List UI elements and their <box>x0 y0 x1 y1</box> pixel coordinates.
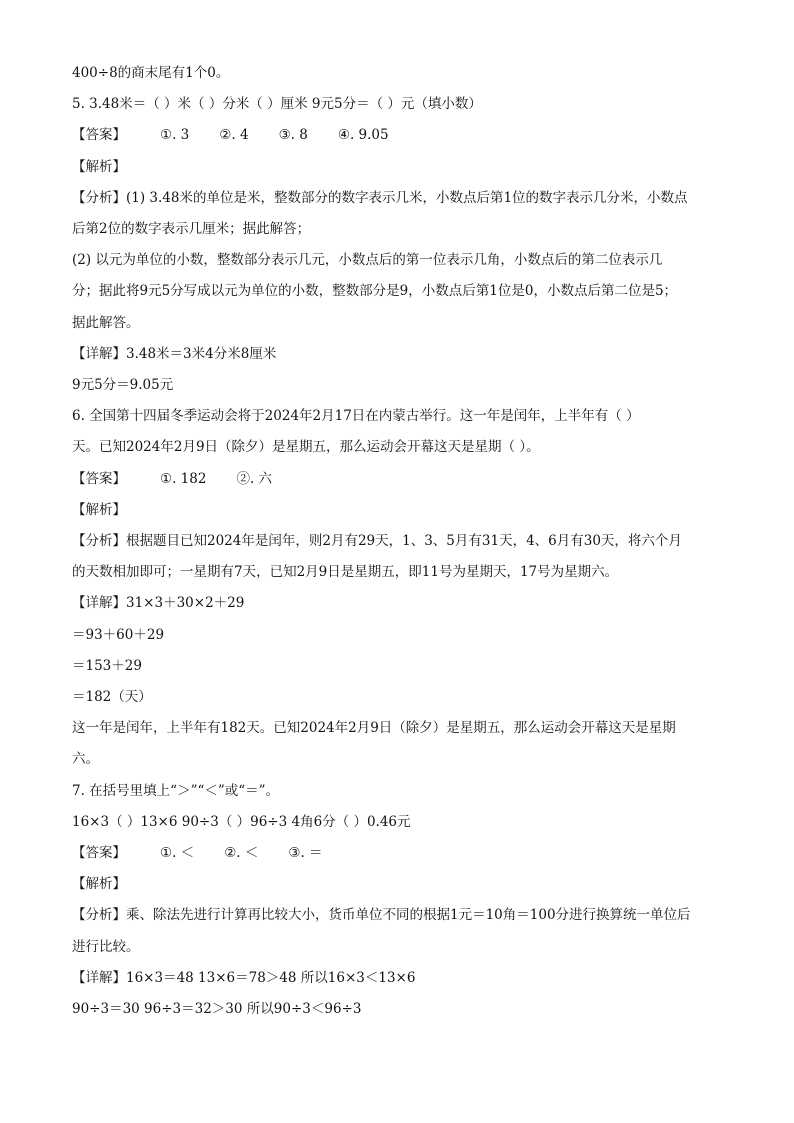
detail-line: ＝153＋29 <box>72 657 142 674</box>
question-7: 7. 在括号里填上“＞”“＜”或“＝”。 <box>72 782 280 799</box>
analysis-line: 的天数相加即可；一星期有7天，已知2月9日是星期五，即11号为星期天，17号为星期六。 <box>72 564 619 581</box>
jiexi-label: 【解析】 <box>72 876 126 893</box>
analysis-line: (2) 以元为单位的小数，整数部分表示几元，小数点后的第一位表示几角，小数点后的第二位表示几 <box>72 252 663 269</box>
conclusion-line: 这一年是闰年，上半年有182天。已知2024年2月9日（除夕）是星期五，那么运动会开幕这天是星期 <box>72 720 676 737</box>
analysis-line: 进行比较。 <box>72 938 140 955</box>
question-7-items: 16×3（ ）13×6 90÷3（ ）96÷3 4角6分（ ）0.46元 <box>72 813 411 830</box>
detail-line: 【详解】3.48米＝3米4分米8厘米 <box>72 345 277 362</box>
analysis-line: 【分析】根据题目已知2024年是闰年，则2月有29天，1、3、5月有31天，4、6月有30天，将六个月 <box>72 533 682 550</box>
answer-item: ③. ＝ <box>288 845 323 862</box>
detail-line: ＝182（天） <box>72 689 152 706</box>
answer-label: 【答案】 <box>72 845 126 862</box>
answer-row-q6 <box>72 464 734 495</box>
answer-item: ②. ＜ <box>224 845 259 862</box>
answer-label: 【答案】 <box>72 470 126 487</box>
detail-line: 【详解】16×3＝48 13×6＝78＞48 所以16×3＜13×6 <box>72 969 416 986</box>
detail-line: ＝93＋60＋29 <box>72 626 165 643</box>
jiexi-label: 【解析】 <box>72 158 126 175</box>
analysis-line: 【分析】(1) 3.48米的单位是米，整数部分的数字表示几米，小数点后第1位的数字表示几分米，小数点 <box>72 189 688 206</box>
detail-line: 9元5分＝9.05元 <box>72 377 174 394</box>
analysis-line: 【分析】乘、除法先进行计算再比较大小，货币单位不同的根据1元＝10角＝100分进行换算统一单位后 <box>72 907 691 924</box>
answer-item: ①. 182 <box>160 470 207 487</box>
answer-item: ②. 4 <box>219 127 249 144</box>
analysis-line: 分；据此将9元5分写成以元为单位的小数，整数部分是9，小数点后第1位是0，小数点后第二位是5； <box>72 283 678 300</box>
answer-row-q5 <box>72 120 734 151</box>
question-6-cont: 天。已知2024年2月9日（除夕）是星期五，那么运动会开幕这天是星期（ ）。 <box>72 439 540 456</box>
answer-item: ④. 9.05 <box>337 127 389 144</box>
answer-item: ③. 8 <box>278 127 308 144</box>
jiexi-label: 【解析】 <box>72 501 126 518</box>
answer-item: ①. 3 <box>160 127 190 144</box>
answer-label: 【答案】 <box>72 127 126 144</box>
answer-row-q7 <box>72 838 734 869</box>
detail-line: 【详解】31×3＋30×2＋29 <box>72 595 245 612</box>
text-line: 400÷8的商末尾有1个0。 <box>72 65 230 81</box>
analysis-line: 后第2位的数字表示几厘米；据此解答； <box>72 221 311 238</box>
analysis-line: 据此解答。 <box>72 314 140 331</box>
question-5: 5. 3.48米＝（ ）米（ ）分米（ ）厘米 9元5分＝（ ）元（填小数） <box>72 96 482 113</box>
answer-item: ①. ＜ <box>160 845 195 862</box>
answer-item: ②. 六 <box>236 470 273 487</box>
question-6: 6. 全国第十四届冬季运动会将于2024年2月17日在内蒙古举行。这一年是闰年，上半年有（ ） <box>72 408 640 425</box>
detail-line: 90÷3＝30 96÷3＝32＞30 所以90÷3＜96÷3 <box>72 1001 362 1018</box>
conclusion-line: 六。 <box>72 751 99 768</box>
